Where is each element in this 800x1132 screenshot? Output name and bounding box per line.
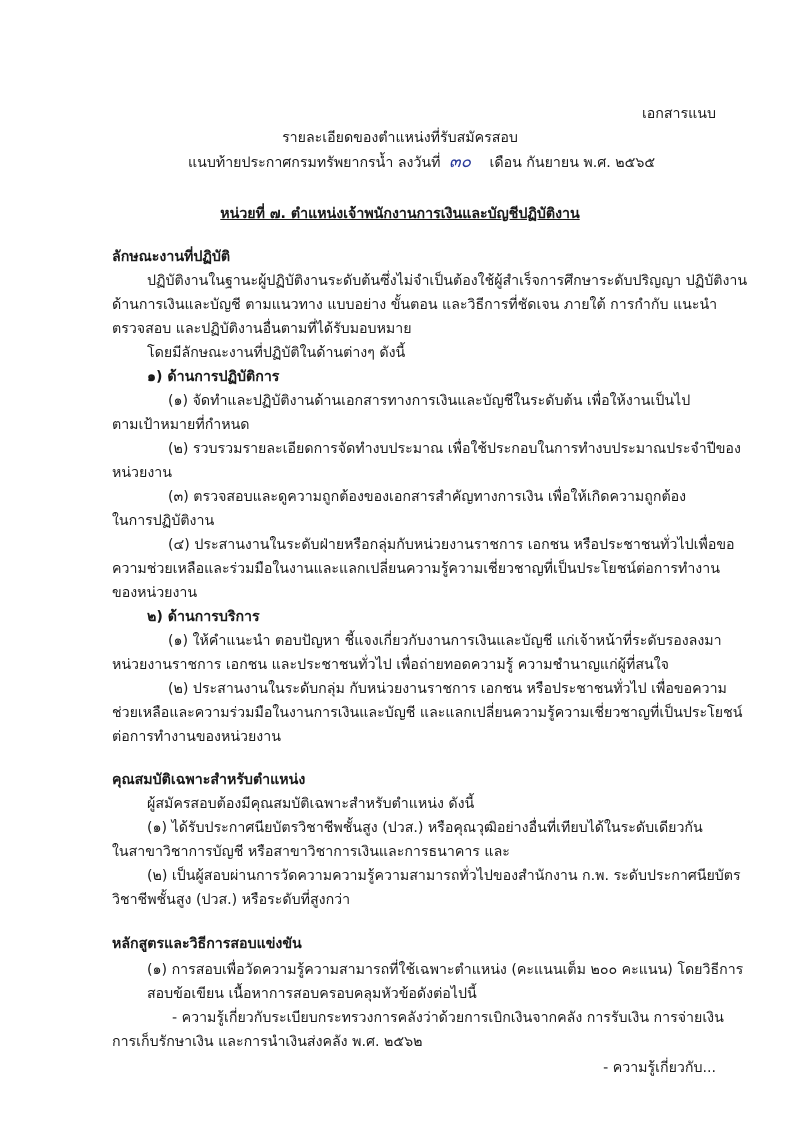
subsection-heading-service: ๒) ด้านการบริการ bbox=[147, 609, 260, 625]
list-item-line: (๓) ตรวจสอบและดูความถูกต้องของเอกสารสำคัญทางการเงิน เพื่อให้เกิดความถูกต้อง bbox=[168, 489, 687, 505]
attachment-label: เอกสารแนบ bbox=[641, 106, 716, 122]
document-subtitle bbox=[188, 152, 655, 173]
paragraph-line: ผู้สมัครสอบต้องมีคุณสมบัติเฉพาะสำหรับตำแหน่ง ดังนี้ bbox=[147, 796, 475, 812]
continuation-note: - ความรู้เกี่ยวกับ... bbox=[603, 1060, 716, 1076]
list-item-line: (๒) ประสานงานในระดับกลุ่ม กับหน่วยงานราชการ เอกชน หรือประชาชนทั่วไป เพื่อขอความ bbox=[168, 681, 727, 697]
list-item-line: หน่วยงานราชการ เอกชน และประชาชนทั่วไป เพื่อถ่ายทอดความรู้ ความชำนาญแก่ผู้ที่สนใจ bbox=[112, 657, 669, 673]
list-item-line: หน่วยงาน bbox=[112, 465, 172, 481]
bullet-line: การเก็บรักษาเงิน และการนำเงินส่งคลัง พ.ศ. ๒๕๖๒ bbox=[112, 1034, 423, 1050]
list-item-line: (๑) จัดทำและปฏิบัติงานด้านเอกสารทางการเงินและบัญชีในระดับต้น เพื่อให้งานเป็นไป bbox=[168, 393, 691, 409]
list-item-line: ในสาขาวิชาการบัญชี หรือสาขาวิชาการเงินและการธนาคาร และ bbox=[112, 844, 510, 860]
list-item-line: วิชาชีพชั้นสูง (ปวส.) หรือระดับที่สูงกว่า bbox=[112, 892, 351, 908]
paragraph-line: ปฏิบัติงานในฐานะผู้ปฏิบัติงานระดับต้นซึ่งไม่จำเป็นต้องใช้ผู้สำเร็จการศึกษาระดับปริญญา ปฏิบัติงาน bbox=[147, 273, 748, 289]
unit-heading: หน่วยที่ ๗. ตำแหน่งเจ้าพนักงานการเงินและบัญชีปฏิบัติงาน bbox=[220, 206, 580, 222]
list-item-line: (๑) ให้คำแนะนำ ตอบปัญหา ชี้แจงเกี่ยวกับงานการเงินและบัญชี แก่เจ้าหน้าที่ระดับรองลงมา bbox=[168, 633, 722, 649]
list-item-line: ความช่วยเหลือและร่วมมือในงานและแลกเปลี่ยนความรู้ความเชี่ยวชาญที่เป็นประโยชน์ต่อการทำงาน bbox=[112, 561, 720, 577]
bullet-line: - ความรู้เกี่ยวกับระเบียบกระทรวงการคลังว่าด้วยการเบิกเงินจากคลัง การรับเงิน การจ่ายเงิน bbox=[172, 1010, 724, 1026]
list-item-line: ในการปฏิบัติงาน bbox=[112, 513, 215, 529]
list-item-line: (๔) ประสานงานในระดับฝ่ายหรือกลุ่มกับหน่วยงานราชการ เอกชน หรือประชาชนทั่วไปเพื่อขอ bbox=[168, 537, 735, 553]
section-heading-job-nature: ลักษณะงานที่ปฏิบัติ bbox=[112, 249, 231, 265]
list-item-line: (๑) การสอบเพื่อวัดความรู้ความสามารถที่ใช้เฉพาะตำแหน่ง (คะแนนเต็ม ๒๐๐ คะแนน) โดยวิธีการ bbox=[147, 962, 744, 978]
subtitle-prefix: แนบท้ายประกาศกรมทรัพยากรน้ำ ลงวันที่ bbox=[188, 155, 441, 171]
list-item-line: ของหน่วยงาน bbox=[112, 585, 198, 601]
list-item-line: ต่อการทำงานของหน่วยงาน bbox=[112, 729, 281, 745]
handwritten-date: ๓๐ bbox=[449, 152, 471, 172]
list-item-line: ช่วยเหลือและความร่วมมือในงานการเงินและบัญชี และแลกเปลี่ยนความรู้ความเชี่ยวชาญที่เป็นประโยชน์ bbox=[112, 705, 743, 721]
paragraph-line: ด้านการเงินและบัญชี ตามแนวทาง แบบอย่าง ขั้นตอน และวิธีการที่ชัดเจน ภายใต้ การกำกับ แนะนำ bbox=[112, 297, 718, 313]
section-heading-qualifications: คุณสมบัติเฉพาะสำหรับตำแหน่ง bbox=[112, 772, 306, 788]
paragraph-line: โดยมีลักษณะงานที่ปฏิบัติในด้านต่างๆ ดังนี้ bbox=[147, 345, 406, 361]
subsection-heading-operations: ๑) ด้านการปฏิบัติการ bbox=[147, 369, 280, 385]
list-item-line: สอบข้อเขียน เนื้อหาการสอบครอบคลุมหัวข้อดังต่อไปนี้ bbox=[147, 986, 477, 1002]
list-item-line: (๒) เป็นผู้สอบผ่านการวัดความความรู้ความสามารถทั่วไปของสำนักงาน ก.พ. ระดับประกาศนียบัตร bbox=[147, 868, 741, 884]
section-heading-exam: หลักสูตรและวิธีการสอบแข่งขัน bbox=[112, 936, 302, 952]
list-item-line: ตามเป้าหมายที่กำหนด bbox=[112, 417, 250, 433]
document-title: รายละเอียดของตำแหน่งที่รับสมัครสอบ bbox=[282, 130, 518, 146]
list-item-line: (๒) รวบรวมรายละเอียดการจัดทำงบประมาณ เพื่อใช้ประกอบในการทำงบประมาณประจำปีของ bbox=[168, 441, 741, 457]
subtitle-suffix: เดือน กันยายน พ.ศ. ๒๕๖๕ bbox=[489, 155, 656, 171]
list-item-line: (๑) ได้รับประกาศนียบัตรวิชาชีพชั้นสูง (ปวส.) หรือคุณวุฒิอย่างอื่นที่เทียบได้ในระดับเดียวกัน bbox=[147, 820, 703, 836]
paragraph-line: ตรวจสอบ และปฏิบัติงานอื่นตามที่ได้รับมอบหมาย bbox=[112, 321, 412, 337]
